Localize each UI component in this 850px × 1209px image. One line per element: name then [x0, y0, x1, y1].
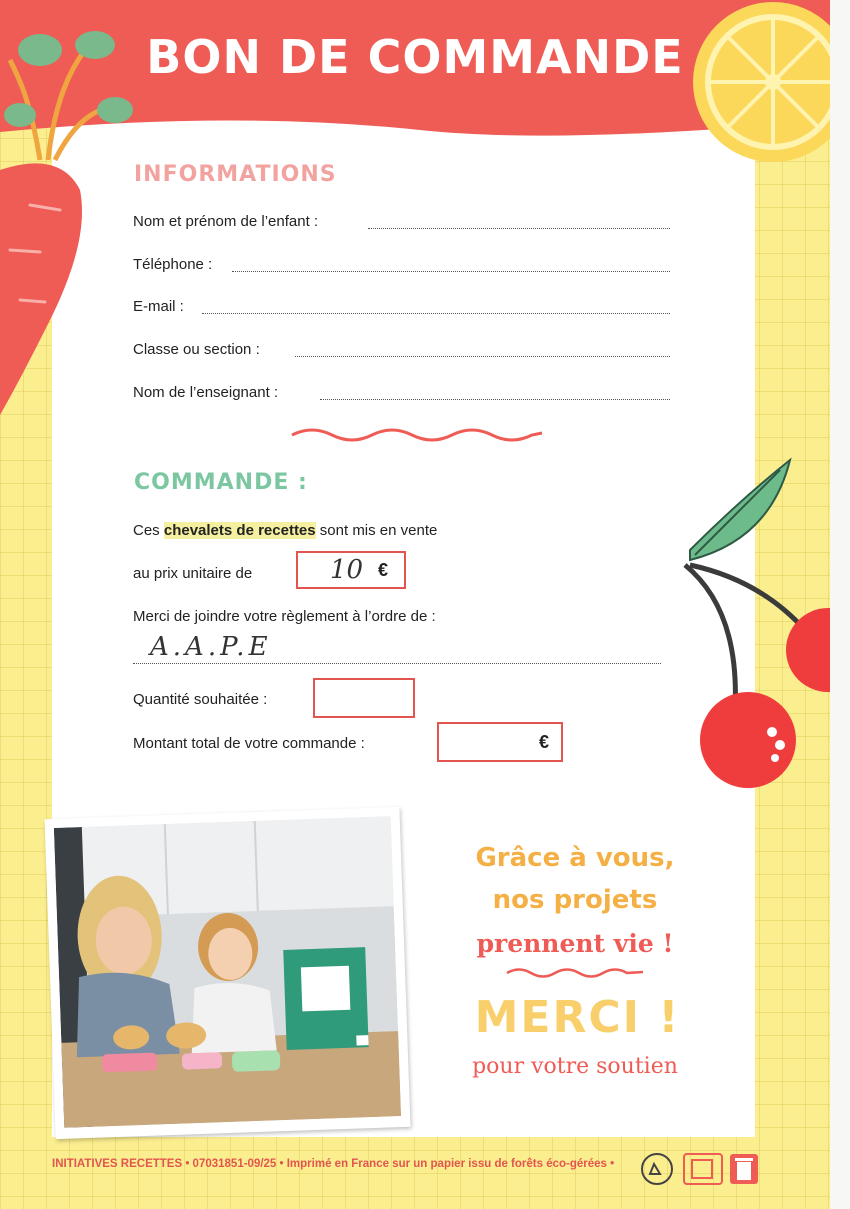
product-highlight: chevalets de recettes — [163, 522, 316, 539]
page-title: BON DE COMMANDE — [146, 30, 684, 84]
email-label: E-mail : — [133, 298, 184, 315]
product-line-suffix: sont mis en vente — [319, 522, 438, 539]
carrot-icon — [0, 20, 140, 420]
quantity-box[interactable] — [313, 678, 415, 718]
quantity-label: Quantité souhaitée : — [133, 691, 268, 708]
class-label: Classe ou section : — [133, 341, 260, 358]
child-name-field[interactable] — [368, 228, 670, 229]
informations-title: INFORMATIONS — [134, 162, 337, 187]
thanks-line1: Grâce à vous, — [475, 843, 675, 873]
total-label: Montant total de votre commande : — [133, 735, 365, 752]
phone-field[interactable] — [232, 271, 670, 272]
price-value: 10 — [330, 555, 364, 585]
wavy-divider — [290, 425, 545, 445]
price-label: au prix unitaire de — [133, 565, 253, 582]
email-field[interactable] — [202, 313, 670, 314]
footer-text: INITIATIVES RECETTES • 07031851-09/25 • Imprimé en France sur un papier issu de forêts éco-gérées • — [52, 1158, 615, 1170]
teacher-field[interactable] — [320, 399, 670, 400]
payment-field[interactable] — [133, 663, 661, 664]
payment-label: Merci de joindre votre règlement à l’ordre de : — [133, 608, 436, 625]
payment-value: A.A.P.E — [150, 632, 272, 662]
thanks-line3: prennent vie ! — [476, 929, 674, 958]
price-box — [296, 551, 406, 589]
lemon-icon — [688, 2, 830, 172]
cherry-icon — [680, 440, 830, 800]
class-field[interactable] — [295, 356, 670, 357]
product-line — [133, 522, 437, 539]
teacher-label: Nom de l’enseignant : — [133, 384, 279, 401]
kitchen-photo-image — [54, 816, 401, 1128]
total-box[interactable] — [437, 722, 563, 762]
phone-label: Téléphone : — [133, 256, 213, 273]
triman-icon — [682, 1152, 724, 1186]
thanks-line4: pour votre soutien — [472, 1054, 678, 1079]
child-name-label: Nom et prénom de l’enfant : — [133, 213, 319, 230]
product-photo — [45, 807, 411, 1139]
thanks-line2: nos projets — [492, 885, 658, 915]
commande-title: COMMANDE : — [134, 470, 308, 495]
merci-text: MERCI ! — [474, 992, 681, 1043]
recycle-icon — [640, 1152, 674, 1186]
total-currency: € — [539, 732, 550, 752]
thanks-wavy-divider — [505, 966, 645, 980]
price-currency: € — [378, 560, 389, 580]
product-line-prefix: Ces — [133, 522, 160, 539]
page-margin — [830, 0, 850, 1209]
bin-icon — [728, 1152, 760, 1186]
